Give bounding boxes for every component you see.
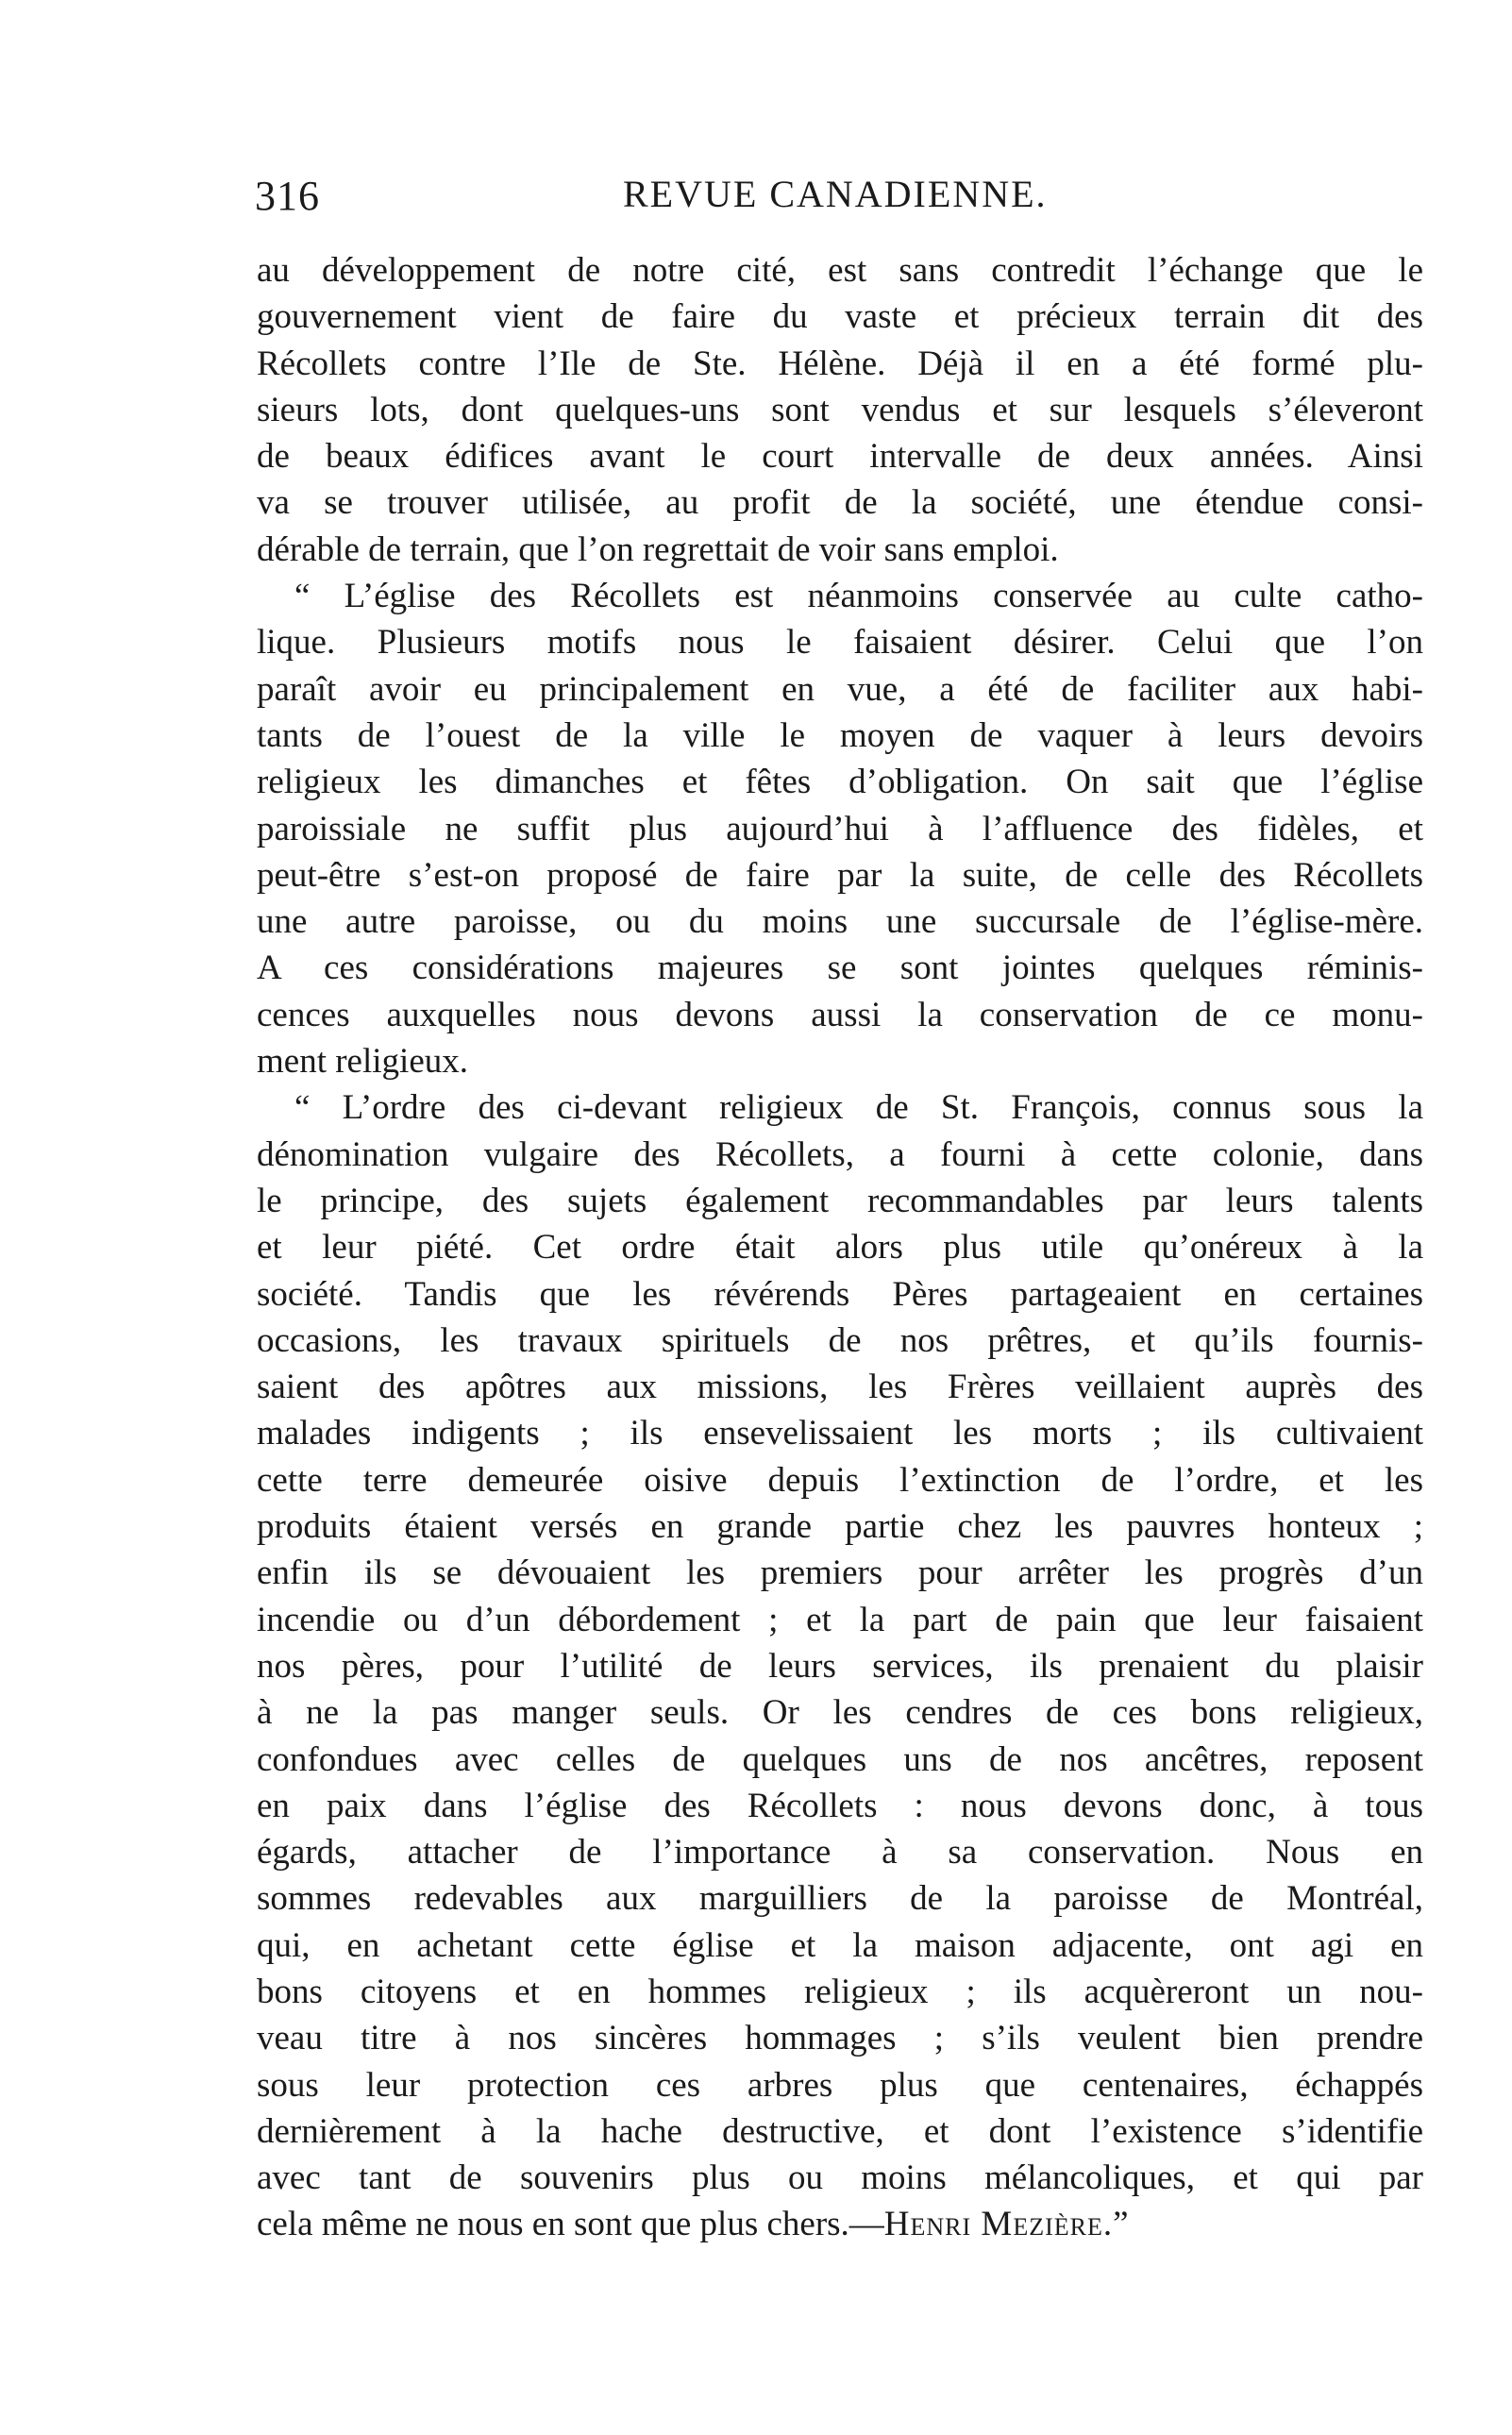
text-line: religieux les dimanches et fêtes d’obligation. On sait que l’église — [257, 763, 1423, 802]
text-line: en paix dans l’église des Récollets : nous devons donc, à tous — [257, 1786, 1423, 1825]
text-line: à ne la pas manger seuls. Or les cendres de ces bons religieux, — [257, 1693, 1423, 1733]
paragraph-start-line: “ L’ordre des ci-devant religieux de St. François, connus sous la — [294, 1088, 1423, 1128]
text-line: nos pères, pour l’utilité de leurs services, ils prenaient du plaisir — [257, 1646, 1423, 1686]
running-title: REVUE CANADIENNE. — [623, 173, 1048, 215]
text-line: tants de l’ouest de la ville le moyen de vaquer à leurs devoirs — [257, 715, 1423, 755]
text-line: peut-être s’est-on proposé de faire par la suite, de celle des Récollets — [257, 855, 1423, 895]
text-line: bons citoyens et en hommes religieux ; ils acquèreront un nou- — [257, 1972, 1423, 2011]
text-line: gouvernement vient de faire du vaste et précieux terrain dit des — [257, 297, 1423, 337]
text-line: saient des apôtres aux missions, les Frères veillaient auprès des — [257, 1368, 1423, 1407]
text-line: avec tant de souvenirs plus ou moins mélancoliques, et qui par — [257, 2158, 1423, 2198]
text-line: sommes redevables aux marguilliers de la paroisse de Montréal, — [257, 1879, 1423, 1919]
text-line: et leur piété. Cet ordre était alors plus utile qu’onéreux à la — [257, 1228, 1423, 1268]
text-line: veau titre à nos sincères hommages ; s’ils veulent bien prendre — [257, 2019, 1423, 2058]
text-line: enfin ils se dévouaient les premiers pour arrêter les progrès d’un — [257, 1553, 1423, 1593]
text-line: cences auxquelles nous devons aussi la conservation de ce monu- — [257, 995, 1423, 1034]
text-line: de beaux édifices avant le court intervalle de deux années. Ainsi — [257, 437, 1423, 477]
text-line: une autre paroisse, ou du moins une succursale de l’église-mère. — [257, 902, 1423, 942]
text-line: le principe, des sujets également recommandables par leurs talents — [257, 1181, 1423, 1220]
page-number: 316 — [255, 173, 320, 219]
text-line: sous leur protection ces arbres plus que centenaires, échappés — [257, 2065, 1423, 2105]
text-line: Récollets contre l’Ile de Ste. Hélène. Déjà il en a été formé plu- — [257, 344, 1423, 383]
text-line: lique. Plusieurs motifs nous le faisaient désirer. Celui que l’on — [257, 623, 1423, 663]
final-line-text: cela même ne nous en sont que plus chers.— — [257, 2205, 884, 2244]
text-line: dernièrement à la hache destructive, et dont l’existence s’identifie — [257, 2111, 1423, 2151]
text-line: sieurs lots, dont quelques-uns sont vendus et sur lesquels s’éleveront — [257, 390, 1423, 429]
text-line: qui, en achetant cette église et la maison adjacente, ont agi en — [257, 1925, 1423, 1965]
text-line: paraît avoir eu principalement en vue, a été de faciliter aux habi- — [257, 669, 1423, 709]
text-line: A ces considérations majeures se sont jointes quelques réminis- — [257, 949, 1423, 988]
text-line: dénomination vulgaire des Récollets, a fourni à cette colonie, dans — [257, 1134, 1423, 1174]
text-line: dérable de terrain, que l’on regrettait de voir sans emploi. — [257, 529, 1059, 569]
text-line: va se trouver utilisée, au profit de la société, une étendue consi- — [257, 483, 1423, 523]
final-line — [257, 2201, 1423, 2247]
text-line: malades indigents ; ils ensevelissaient les morts ; ils cultivaient — [257, 1414, 1423, 1453]
closing-quote: ” — [1113, 2205, 1129, 2244]
paragraph-start-line: “ L’église des Récollets est néanmoins conservée au culte catho- — [294, 577, 1423, 616]
text-line: paroissiale ne suffit plus aujourd’hui à l’affluence des fidèles, et — [257, 809, 1423, 848]
text-line: confondues avec celles de quelques uns de nos ancêtres, reposent — [257, 1739, 1423, 1779]
text-line: occasions, les travaux spirituels de nos prêtres, et qu’ils fournis- — [257, 1320, 1423, 1360]
text-line: égards, attacher de l’importance à sa conservation. Nous en — [257, 1833, 1423, 1872]
running-head — [255, 172, 1425, 228]
author-signature: Henri Mezière. — [883, 2205, 1114, 2244]
text-line: au développement de notre cité, est sans contredit l’échange que le — [257, 251, 1423, 290]
text-line: cette terre demeurée oisive depuis l’extinction de l’ordre, et les — [257, 1460, 1423, 1500]
text-line: incendie ou d’un débordement ; et la part de pain que leur faisaient — [257, 1600, 1423, 1639]
text-line: produits étaient versés en grande partie chez les pauvres honteux ; — [257, 1507, 1423, 1547]
body-text — [257, 247, 1423, 2248]
text-line: ment religieux. — [257, 1042, 468, 1082]
text-line: société. Tandis que les révérends Pères partageaient en certaines — [257, 1274, 1423, 1314]
